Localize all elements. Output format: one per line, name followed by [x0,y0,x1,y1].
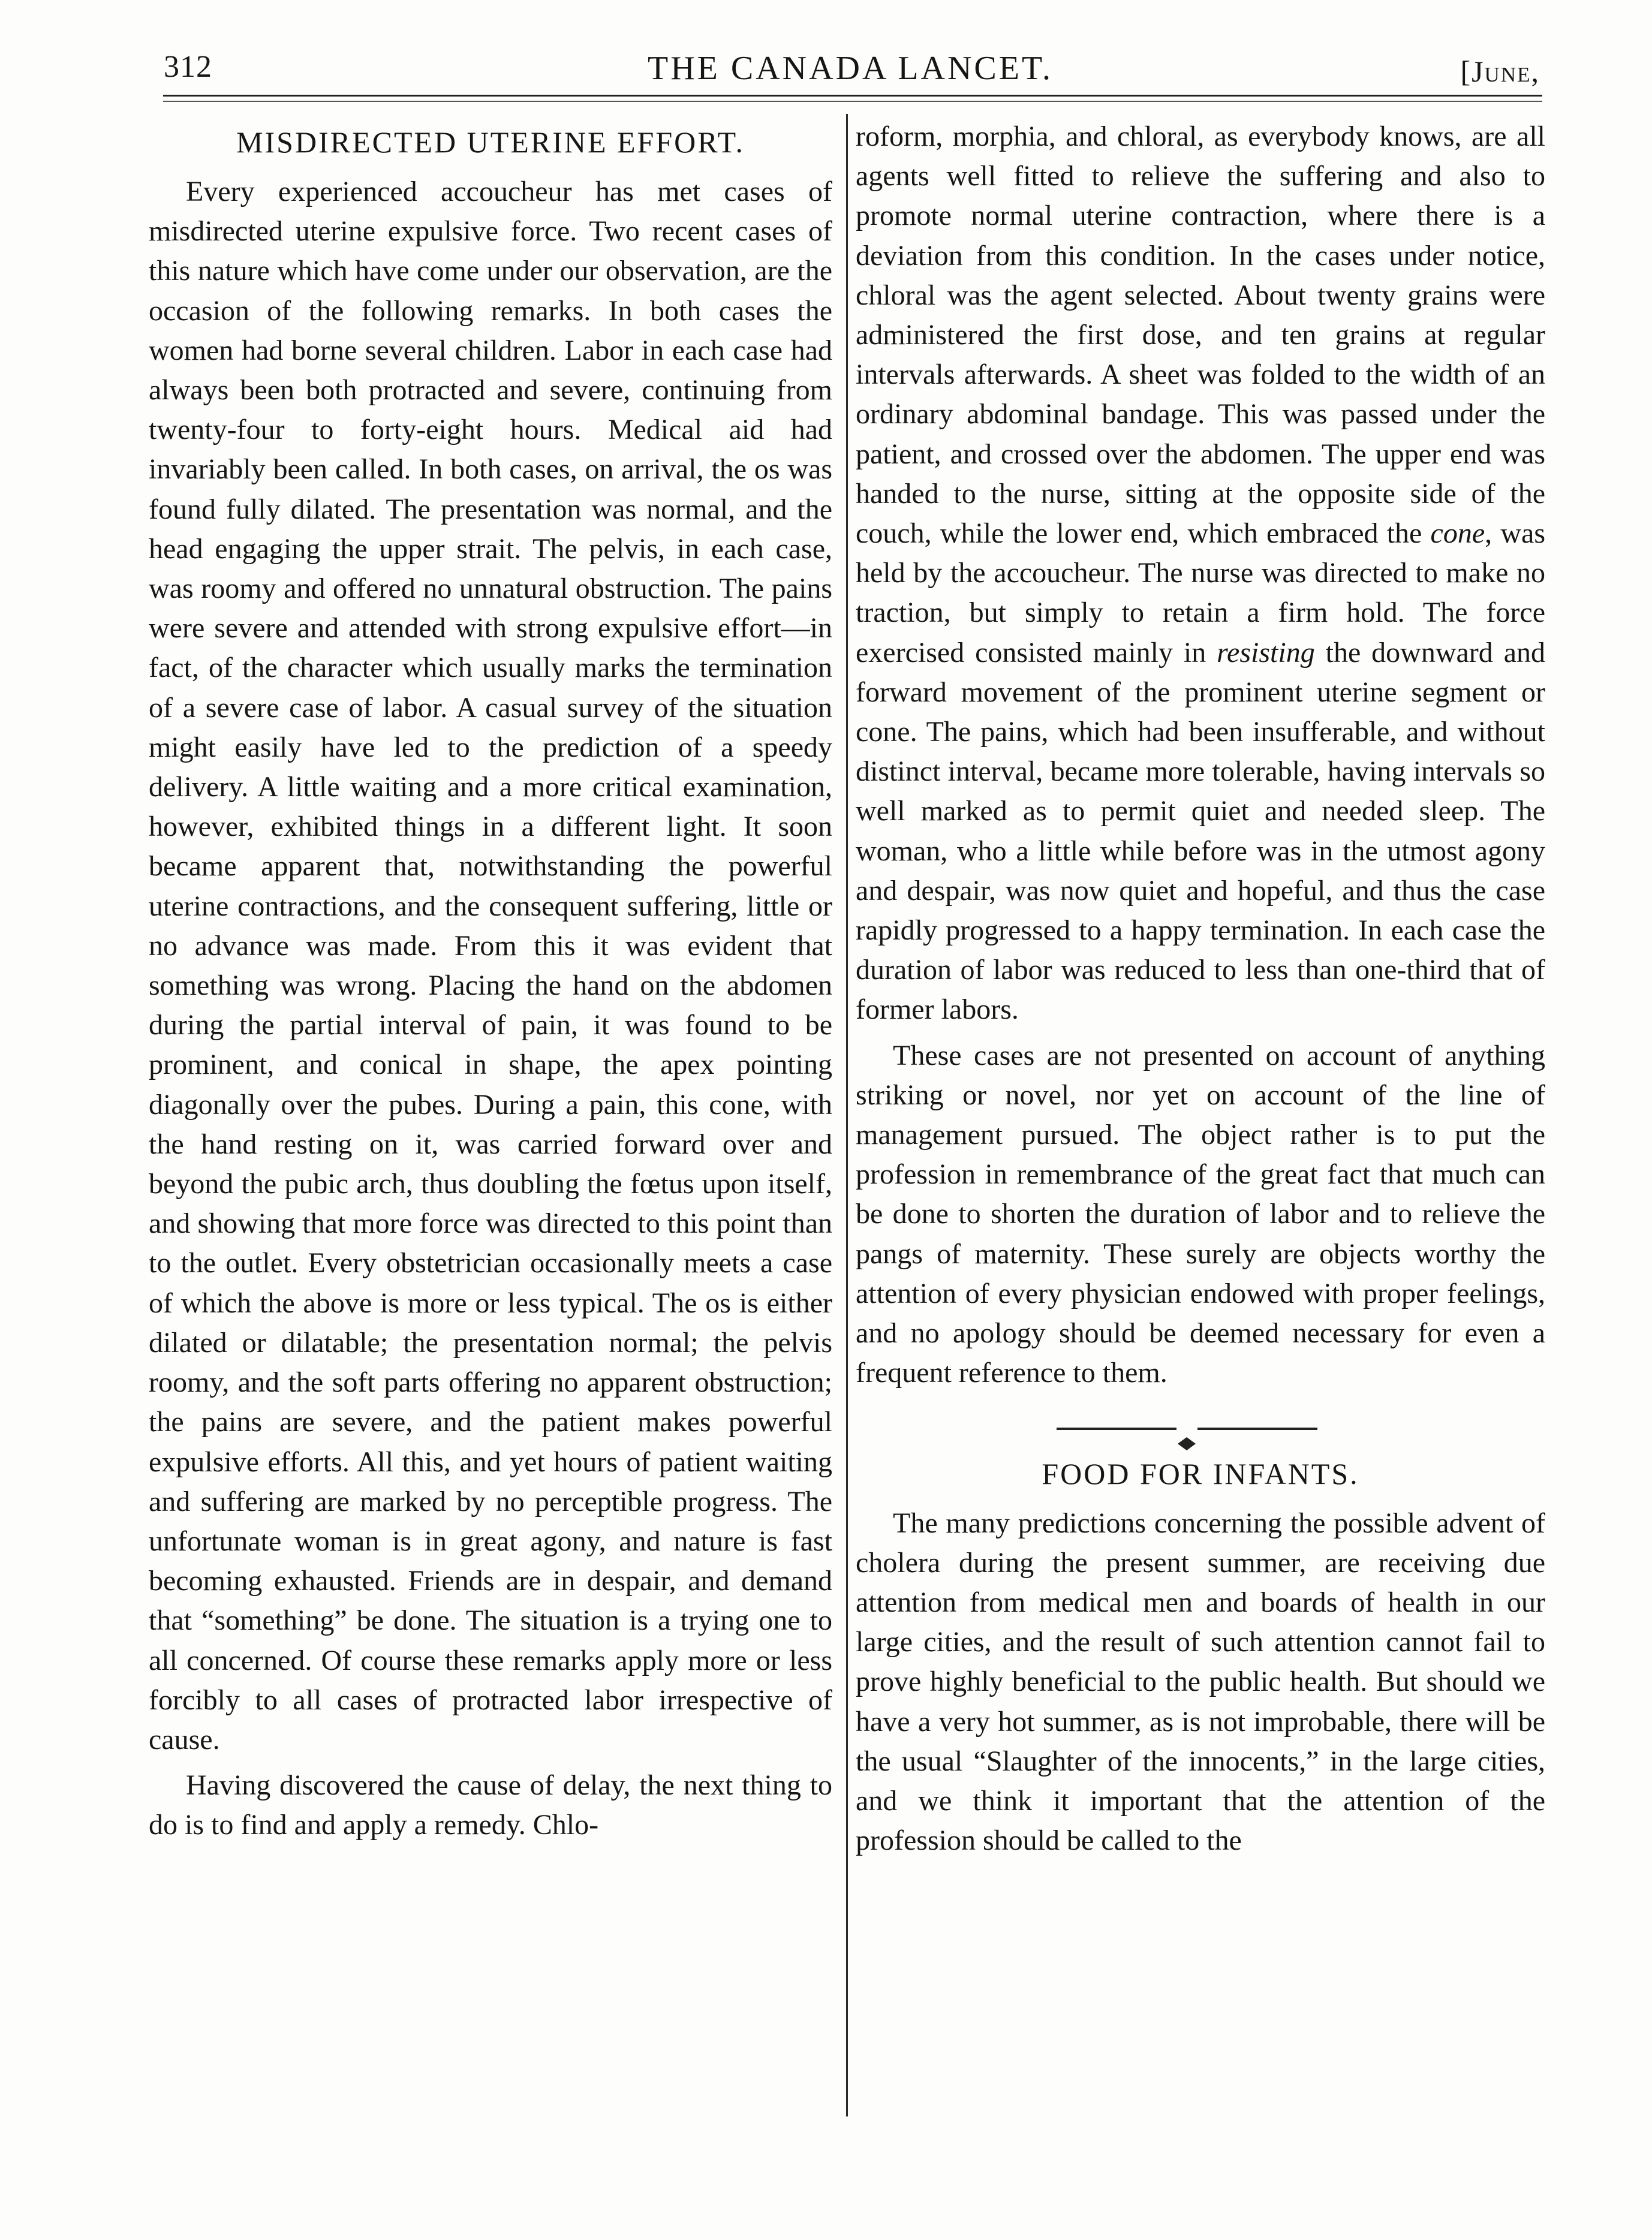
divider-diamond-icon [1178,1422,1196,1435]
header-rule [163,95,1542,97]
article1-paragraph-2: Having discovered the cause of delay, the next thing to do is to find and apply a remedy. Chlo- [149,1769,832,1841]
journal-title: THE CANADA LANCET. [647,50,1054,87]
emphasis-resisting: resisting [1217,636,1315,669]
page-number: 312 [164,50,212,84]
issue-month: [June, [1460,55,1540,88]
left-column [149,117,832,2113]
section-divider-ornament [856,1416,1545,1440]
article1-paragraph-1: Every experienced accoucheur has met cases of misdirected uterine expulsive force. Two recent cases of this nature which have come under our observation, are the occasion of the following remarks. In both cases the women had borne several children. Labor in each case had always been both protracted and severe, continuing from twenty-four to forty-eight hours. Medical aid had invariably been called. In both cases, on arrival, the os was found fully dilated. The presentation was normal, and the head engaging the upper strait. The pelvis, in each case, was roomy and offered no unnatural obstruction. The pains were severe and attended with strong expulsive effort—in fact, of the character which usually marks the termination of a severe case of labor. A casual survey of the situation might easily have led to the prediction of a speedy delivery. A little waiting and a more critical examination, however, exhibited things in a different light. It soon became apparent that, notwithstanding the powerful uterine contractions, and the consequent suffering, little or no advance was made. From this it was evident that something was wrong. Placing the hand on the abdomen during the partial interval of pain, it was found to be prominent, and conical in shape, the apex pointing diagonally over the pubes. During a pain, this cone, with the hand resting on it, was carried forward over and beyond the pubic arch, thus doubling the fœtus upon itself, and showing that more force was directed to this point than to the outlet. Every obstetrician occasionally meets a case of which the above is more or less typical. The os is either dilated or dilatable; the presentation normal; the pelvis roomy, and the soft parts offering no apparent obstruction; the pains are severe, and the patient makes powerful expulsive efforts. All this, and yet hours of patient waiting and suffering are marked by no perceptible progress. The unfortunate woman is in great agony, and nature is fast becoming exhausted. Friends are in despair, and demand that “something” be done. The situation is a trying one to all concerned. Of course these remarks apply more or less forcibly to all cases of protracted labor irrespective of cause. [149,176,832,1756]
divider-line-right [1197,1428,1317,1430]
article1-paragraph-2-continued [856,117,1545,1030]
article2-paragraph-1: The many predictions concerning the possible advent of cholera during the present summer, are receiving due attention from medical men and boards of health in our large cities, and the result of such attention cannot fail to prove highly beneficial to the public health. But should we have a very hot summer, as is not improbable, there will be the usual “Slaughter of the innocents,” in the large cities, and we think it important that the attention of the profession should be called to the [856,1507,1545,1857]
column-divider [846,114,848,2116]
article-title-food-for-infants: FOOD FOR INFANTS. [1042,1456,1359,1491]
text-run: the downward and forward movement of the prominent uterine segment or cone. The pains, which had been insufferable, and without distinct interval, became more tolerable, having intervals so well marked as to permit quiet and needed sleep. The woman, who a little while before was in the utmost agony and despair, was now quiet and hopeful, and thus the case rapidly progressed to a happy termination. In each case the duration of labor was reduced to less than one-third that of former labors. [856,636,1545,1026]
article-title-misdirected-uterine-effort: MISDIRECTED UTERINE EFFORT. [236,125,745,159]
text-run: roform, morphia, and chloral, as everybody knows, are all agents well fitted to relieve the suffering and also to promote normal uterine contraction, where there is a deviation from this condition. In the cases under notice, chloral was the agent selected. About twenty grains were administered the first dose, and ten grains at regular intervals afterwards. A sheet was folded to the width of an ordinary abdominal bandage. This was passed under the patient, and crossed over the abdomen. The upper end was handed to the nurse, sitting at the opposite side of the couch, while the lower end, which embraced the [856,121,1545,550]
header-rule-secondary [163,101,1542,102]
running-header [161,49,1540,100]
article1-paragraph-3: These cases are not presented on account of anything striking or novel, nor yet on account of the line of management pursued. The object rather is to put the profession in remembrance of the great fact that much can be done to shorten the duration of labor and to relieve the pangs of maternity. These surely are objects worthy the attention of every physician endowed with proper feelings, and no apology should be deemed necessary for even a frequent reference to them. [856,1039,1545,1389]
right-column [856,117,1545,2113]
divider-line-left [1057,1428,1176,1430]
emphasis-cone: cone [1430,517,1485,550]
text-run: , was held by the accoucheur. The nurse was directed to make no traction, but simply to retain a firm hold. The force exercised consisted mainly in [856,517,1545,669]
